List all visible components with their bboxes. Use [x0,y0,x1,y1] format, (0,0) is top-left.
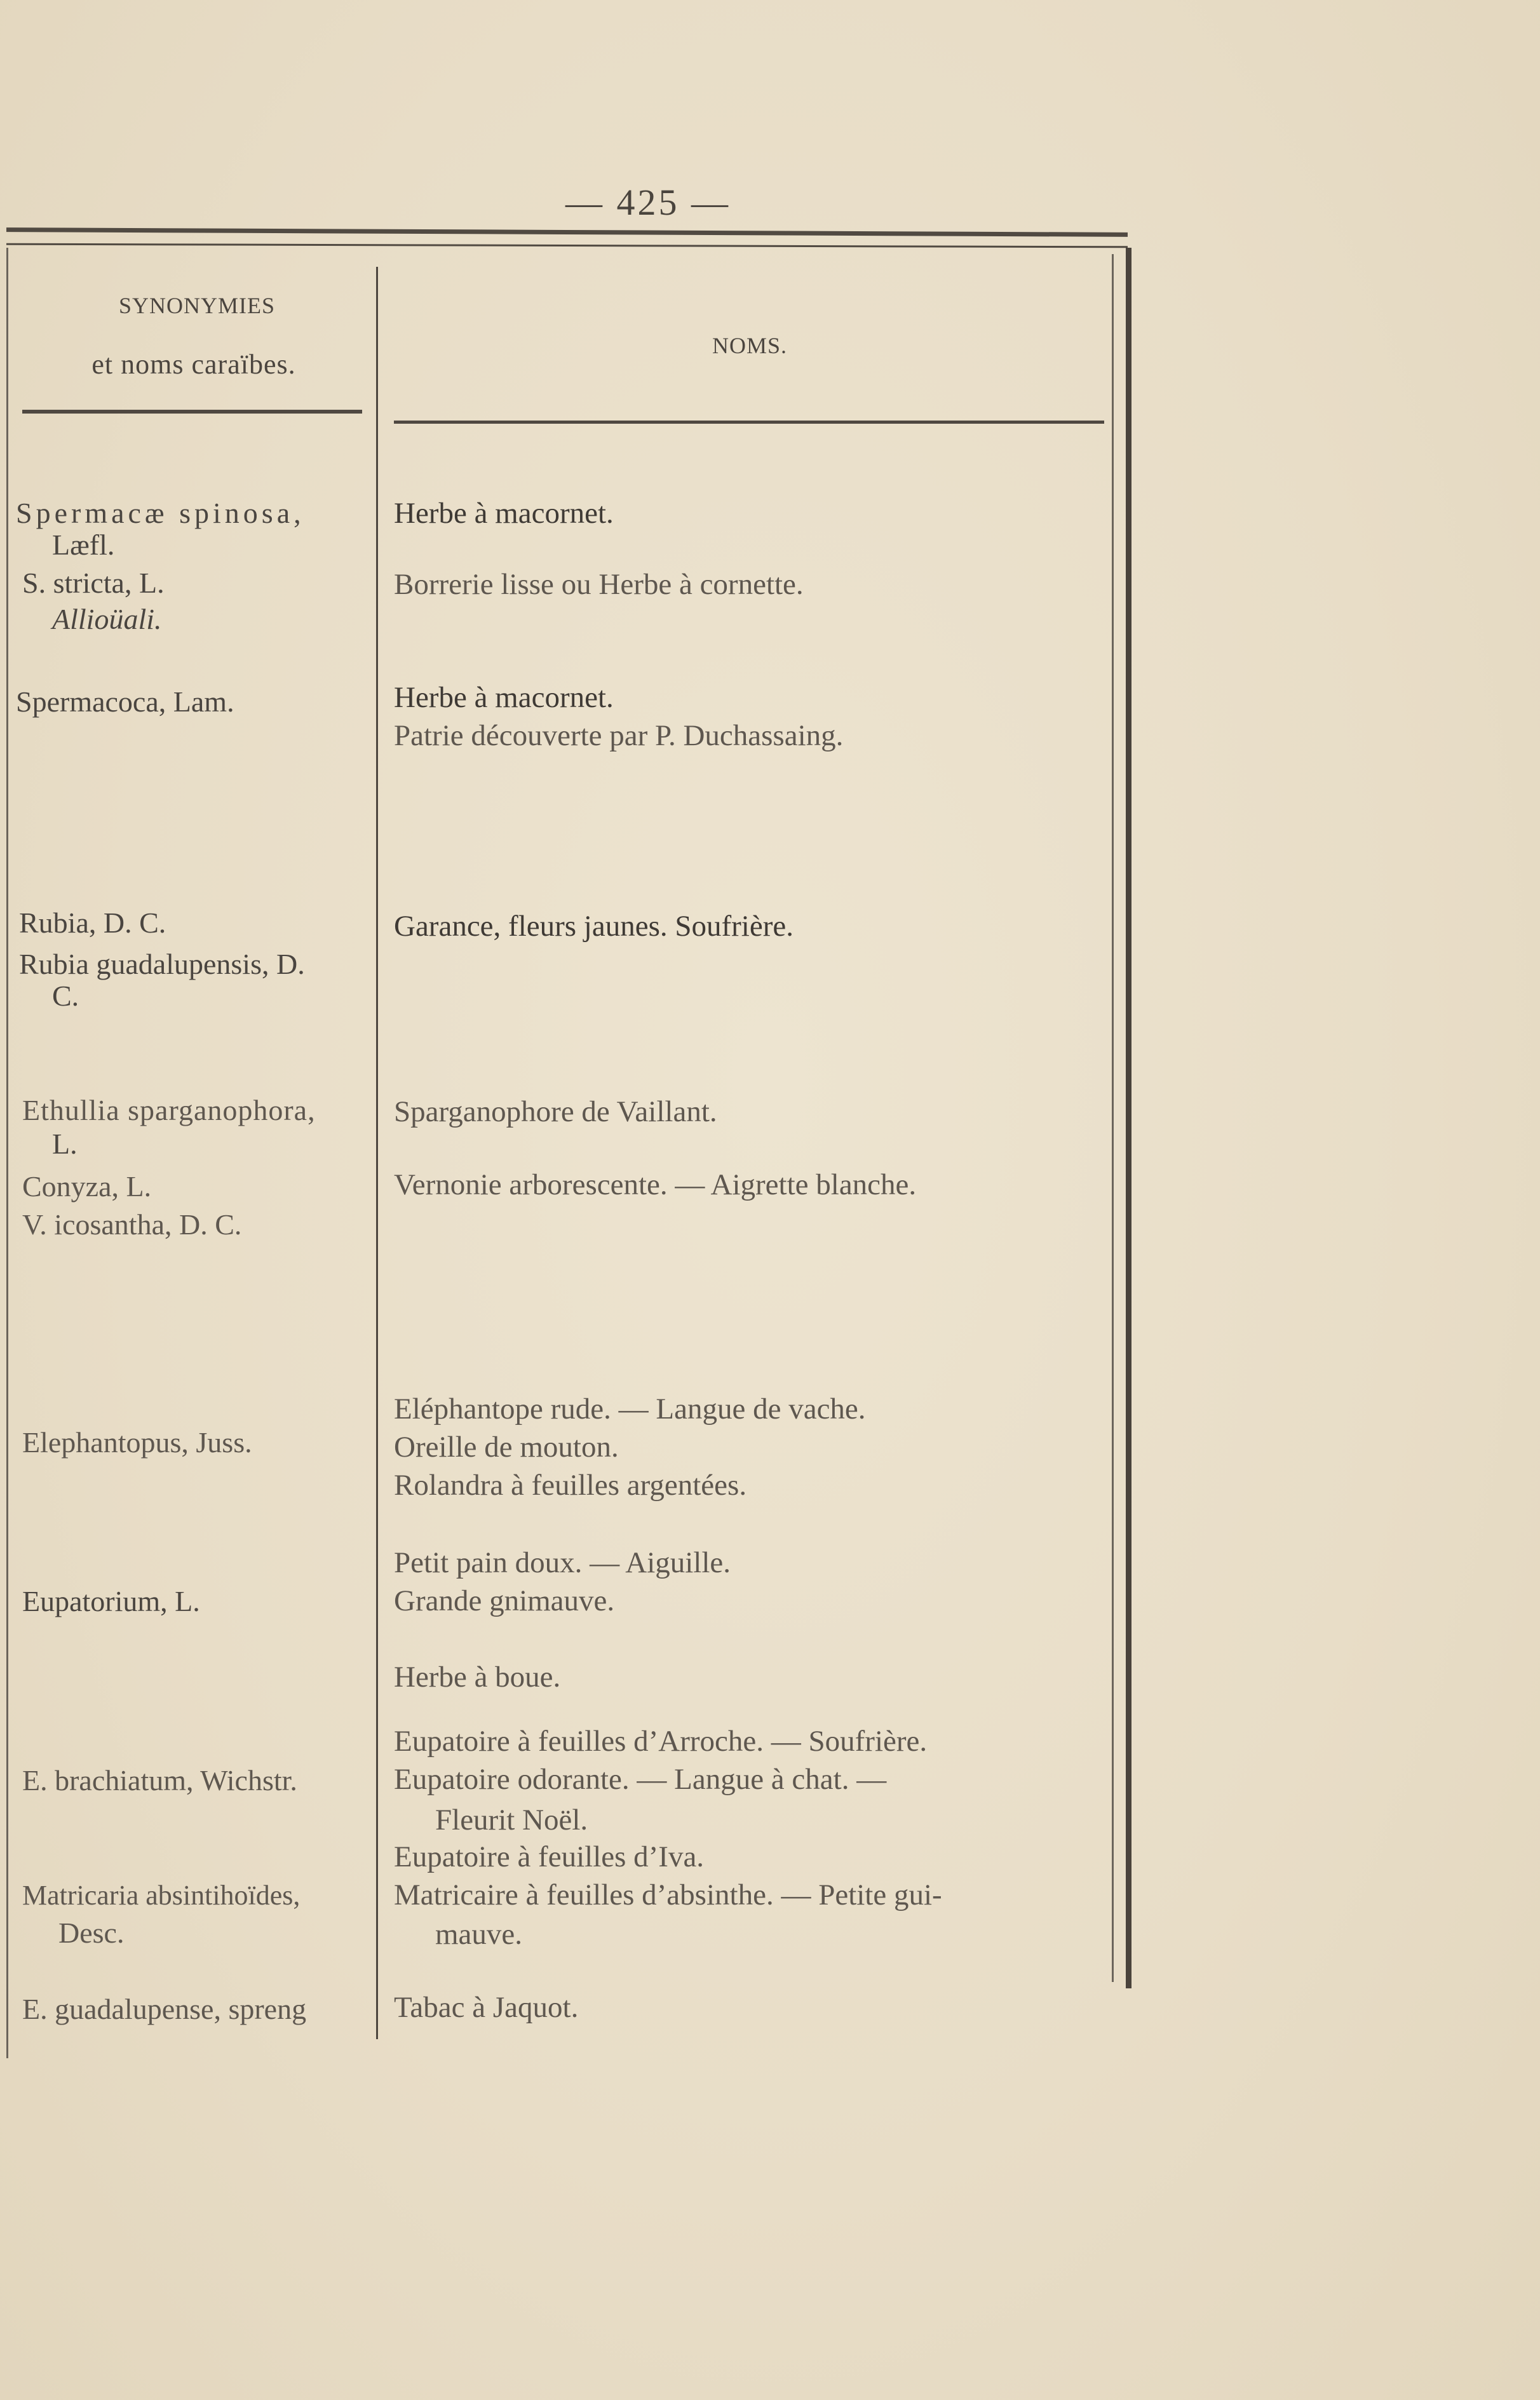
right-entry: mauve. [435,1918,523,1951]
left-entry: Elephantopus, Juss. [22,1426,252,1459]
right-entry: Fleurit Noël. [435,1803,588,1837]
left-border-rule [6,248,8,2058]
left-entry: Rubia, D. C. [19,907,166,939]
header-synonymies: SYNONYMIES [118,293,276,318]
right-entry: Rolandra à feuilles argentées. [394,1469,747,1502]
left-entry: L. [52,1128,78,1160]
left-entry: Desc. [58,1917,125,1949]
right-entry: Oreille de mouton. [394,1431,619,1464]
left-entry: E. guadalupense, spreng [22,1993,307,2025]
left-entry: S. stricta, L. [22,567,165,599]
top-rule-thin [6,243,1128,248]
right-entry: Grande gnimauve. [394,1584,615,1617]
right-entry: Petit pain doux. — Aiguille. [394,1546,731,1579]
right-entry: Garance, fleurs jaunes. Soufrière. [394,910,794,943]
right-entry: Eupatoire à feuilles d’Arroche. — Soufrière. [394,1725,928,1758]
left-entry: C. [52,980,79,1012]
right-entry: Vernonie arborescente. — Aigrette blanche. [394,1168,917,1201]
right-border-rule-inner [1112,254,1114,1982]
left-entry: Conyza, L. [22,1170,152,1203]
right-entry: Matricaire à feuilles d’absinthe. — Petite gui- [394,1878,942,1911]
left-entry: Matricaria absintihoïdes, [22,1880,301,1911]
left-entry: Spermacæ spinosa, [16,497,305,529]
top-rule [6,227,1128,237]
left-entry: Eupatorium, L. [22,1585,200,1617]
right-entry: Sparganophore de Vaillant. [394,1095,717,1128]
right-entry: Herbe à macornet. [394,681,614,714]
header-underline-left [22,410,362,414]
left-entry: E. brachiatum, Wichstr. [22,1764,297,1797]
page-number: — 425 — [565,182,731,223]
left-entry: Rubia guadalupensis, D. [19,948,305,980]
left-entry: V. icosantha, D. C. [22,1208,242,1241]
right-entry: Eupatoire à feuilles d’Iva. [394,1840,705,1873]
right-entry: Herbe à macornet. [394,497,614,530]
left-entry: Spermacoca, Lam. [16,685,234,718]
right-entry: Patrie découverte par P. Duchassaing. [394,719,844,752]
left-entry: Læfl. [52,529,115,561]
right-entry: Tabac à Jaquot. [394,1991,579,2024]
header-caribbean-names: et noms caraïbes. [91,349,296,380]
left-entry: Ethullia sparganophora, [22,1094,316,1126]
right-entry: Eupatoire odorante. — Langue à chat. — [394,1763,887,1796]
right-entry: Borrerie lisse ou Herbe à cornette. [394,568,804,601]
left-entry: Allioüali. [52,603,162,635]
right-entry: Herbe à boue. [394,1661,561,1694]
header-names: NOMS. [712,333,788,358]
column-divider [376,267,378,2039]
right-entry: Eléphantope rude. — Langue de vache. [394,1392,866,1426]
right-border-rule-outer [1126,248,1131,1988]
header-underline-right [394,421,1104,424]
